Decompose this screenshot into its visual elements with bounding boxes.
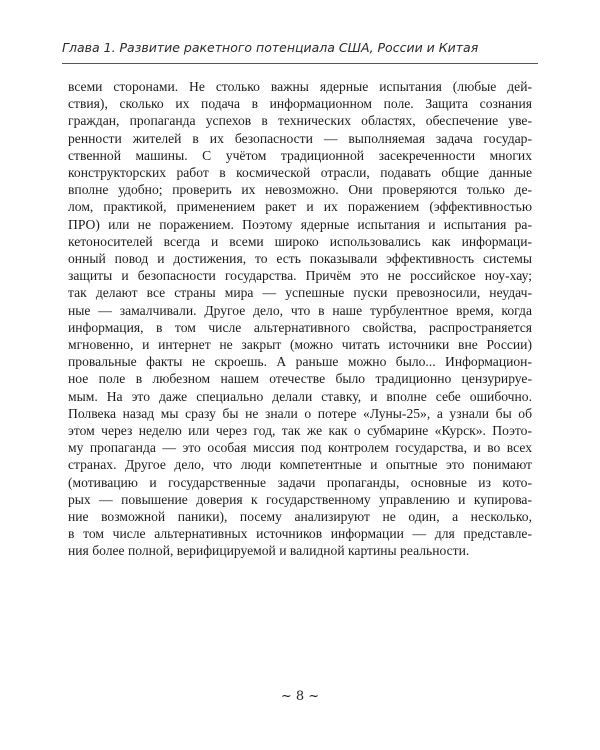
text-line: мым. На это даже специально делали ставку, и вполне себе ошибочно. bbox=[68, 388, 532, 404]
text-line: этом через неделю или через год, так же как о субмарине «Курск». Поэто- bbox=[68, 423, 532, 439]
page-number: ~ 8 ~ bbox=[280, 689, 320, 704]
text-line: ствия), сколько их подача в информационном поле. Защита сознания bbox=[68, 96, 532, 112]
body-paragraph bbox=[68, 78, 532, 560]
text-line: кетоносителей всегда и всеми широко использовались как информаци- bbox=[68, 233, 532, 249]
text-line: му пропаганда — это особая миссия под контролем государства, и во всех bbox=[68, 440, 532, 456]
text-line: ственной машины. С учётом традиционной засекреченности многих bbox=[68, 147, 532, 163]
text-line: (мотивацию и государственные задачи пропаганды, основные из кото- bbox=[68, 474, 532, 490]
text-line: ное поле в любезном нашем отечестве было традиционно цензурируе- bbox=[68, 371, 532, 387]
text-line: лом, практикой, применением ракет и их поражением (эффективностью bbox=[68, 199, 532, 215]
text-line: конструкторских работ в космической отрасли, подавать общие данные bbox=[68, 165, 532, 181]
text-line: ренности жителей в их безопасности — выполняемая задача государ- bbox=[68, 130, 532, 146]
text-line: так делают все страны мира — успешные пуски превозносили, неудач- bbox=[68, 285, 532, 301]
text-line: защиты и безопасности государства. Причём это не российское ноу-хау; bbox=[68, 268, 532, 284]
text-line: всеми сторонами. Не столько важны ядерные испытания (любые дей- bbox=[68, 79, 532, 94]
text-line: ные — замалчивали. Другое дело, что в наше турбулентное время, когда bbox=[68, 302, 532, 318]
text-line: ПРО) или не поражением. Поэтому ядерные испытания и испытания ра- bbox=[68, 216, 532, 232]
text-line: ния более полной, верифицируемой и валидной картины реальности. bbox=[68, 543, 470, 559]
text-line: провальные факты не скроешь. А раньше можно было... Информацион- bbox=[68, 354, 532, 370]
text-line: онный повод и достижения, то есть показывали эффективность системы bbox=[68, 251, 532, 267]
text-line: мгновенно, и интернет не закрыт (можно читать источники вне России) bbox=[68, 337, 532, 353]
text-line: информация, в том числе альтернативного свойства, распространяется bbox=[68, 319, 532, 335]
running-header: Глава 1. Развитие ракетного потенциала США, России и Китая bbox=[62, 40, 479, 55]
text-line: граждан, пропаганда успехов в технических областях, обеспечение уве- bbox=[68, 113, 532, 129]
text-line: рых — повышение доверия к государственному управлению и купирова- bbox=[68, 491, 532, 507]
header-rule bbox=[62, 63, 538, 64]
text-line: вполне удобно; проверить их невозможно. Они проверяются только де- bbox=[68, 182, 532, 198]
text-line: ние возможной паники), посему анализируют не один, а несколько, bbox=[68, 509, 532, 525]
text-line: в том числе альтернативных источников информации — для представле- bbox=[68, 526, 532, 542]
text-line: странах. Другое дело, что люди компетентные и опытные это понимают bbox=[68, 457, 532, 473]
text-line: Полвека назад мы сразу бы не знали о потере «Луны-25», а узнали бы об bbox=[68, 405, 532, 421]
